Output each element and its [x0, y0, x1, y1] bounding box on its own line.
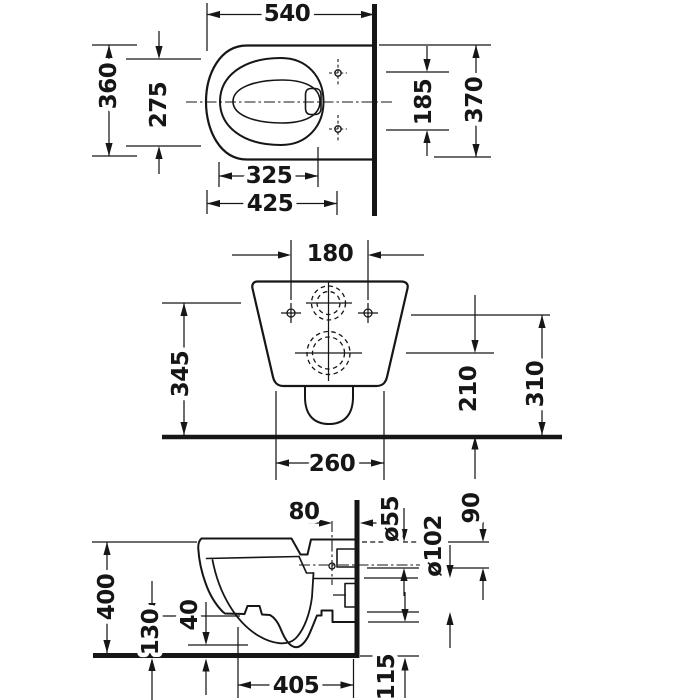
dim-label-185: 185	[411, 78, 437, 126]
dim-label-310: 310	[523, 360, 549, 408]
dim-label-275: 275	[146, 81, 172, 129]
dimension-arrow	[423, 130, 430, 143]
dimension-arrow	[368, 251, 381, 258]
dimension-arrow	[105, 143, 112, 156]
dim-label-d55: ø55	[378, 495, 404, 543]
dimension-arrow	[155, 46, 162, 59]
dimension-arrow	[207, 200, 220, 207]
dimension-arrow	[238, 681, 251, 688]
dim-label-90: 90	[459, 492, 485, 524]
dimension-arrow	[471, 340, 478, 353]
dimension-arrow	[202, 632, 209, 645]
dimension-arrow	[180, 422, 187, 435]
dim-label-115: 115	[374, 653, 400, 700]
dim-label-360: 360	[96, 62, 122, 110]
dimension-arrow	[341, 681, 354, 688]
dim-label-345: 345	[168, 350, 194, 398]
dimension-arrow	[446, 612, 453, 625]
dimension-arrow	[202, 659, 209, 672]
dimension-arrow	[155, 146, 162, 159]
dimension-arrow	[219, 172, 232, 179]
ceramic-outline	[207, 557, 300, 559]
dim-label-80: 80	[288, 499, 320, 525]
dimension-arrow	[472, 144, 479, 157]
dimension-arrow	[276, 459, 289, 466]
dim-label-540: 540	[263, 1, 311, 27]
ceramic-outline	[337, 549, 356, 567]
dimension-arrow	[103, 640, 110, 653]
ceramic-outline	[252, 282, 407, 387]
rear-view	[162, 240, 562, 480]
dim-label-260: 260	[308, 451, 356, 477]
dim-label-425: 425	[246, 191, 294, 217]
dimension-arrow	[423, 59, 430, 72]
dimension-arrow	[105, 45, 112, 58]
dimension-arrow	[360, 519, 373, 526]
dim-label-d102: ø102	[421, 515, 447, 577]
dimension-arrow	[538, 422, 545, 435]
dim-label-210: 210	[456, 365, 482, 413]
dimension-arrow	[278, 251, 291, 258]
dimension-arrow	[538, 315, 545, 328]
dimension-arrow	[148, 658, 155, 671]
dim-label-405: 405	[272, 673, 320, 699]
dimension-arrow	[446, 565, 453, 578]
dimension-arrow	[207, 11, 220, 18]
dim-label-325: 325	[245, 163, 293, 189]
dimension-arrow	[324, 200, 337, 207]
dim-label-130: 130	[138, 608, 164, 656]
dim-label-370: 370	[462, 76, 488, 124]
dimension-arrow	[472, 45, 479, 58]
dimension-arrow	[371, 459, 384, 466]
dimension-arrow	[401, 609, 408, 622]
dimension-arrow	[400, 568, 407, 581]
ceramic-outline	[345, 584, 356, 608]
dimension-arrow	[103, 542, 110, 555]
dimension-arrow	[479, 529, 486, 542]
dimension-arrow	[305, 172, 318, 179]
ceramic-outline	[305, 386, 353, 424]
dim-label-400: 400	[94, 573, 120, 621]
dimension-arrow	[479, 568, 486, 581]
mounting-hole	[331, 565, 333, 567]
dimension-arrow	[401, 658, 408, 671]
dim-label-40: 40	[177, 599, 203, 631]
dim-label-180: 180	[306, 241, 354, 267]
ceramic-outline	[213, 560, 314, 643]
dimension-arrow	[180, 303, 187, 316]
dimension-arrow	[319, 519, 332, 526]
